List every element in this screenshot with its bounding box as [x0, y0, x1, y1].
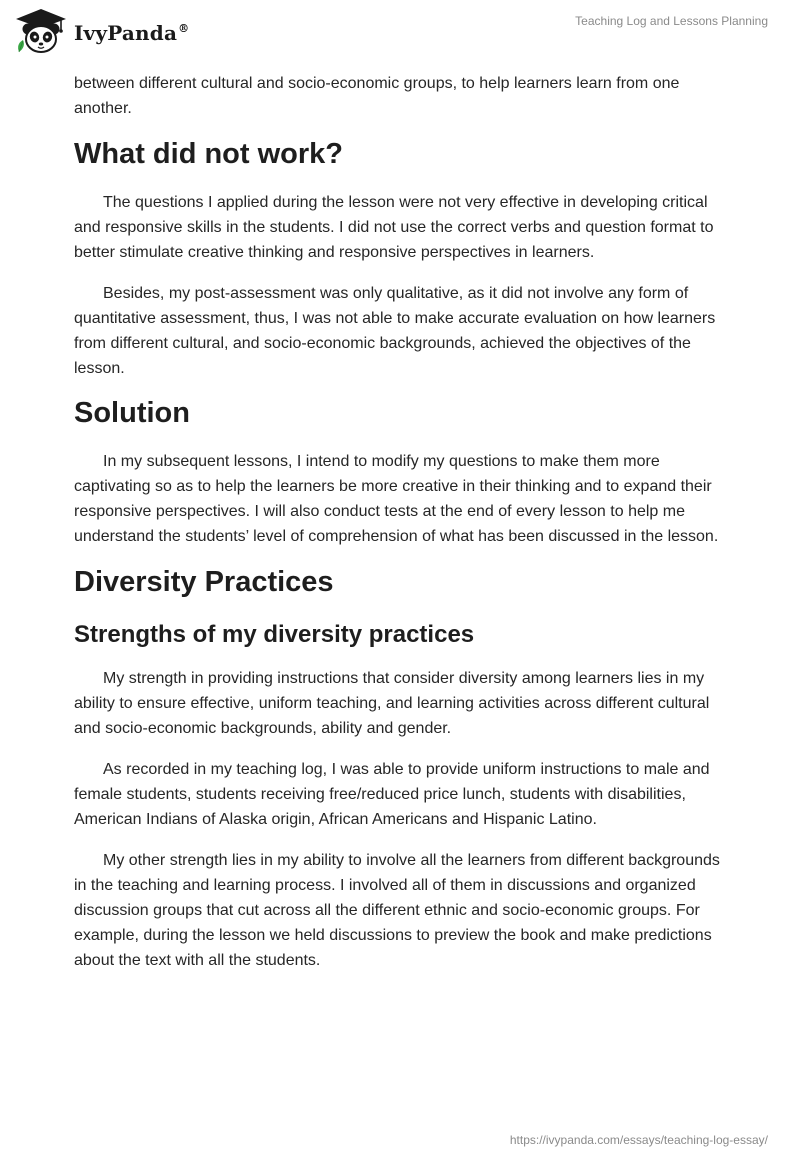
logo-text: IvyPanda® [74, 21, 190, 45]
paragraph: The questions I applied during the lesson were not very effective in developing critical and responsive skills in the students. I did not use the correct verbs and question format to better stimulate creative thinking and responsive perspectives in learners. [74, 194, 714, 261]
heading-what-did-not-work: What did not work? [74, 138, 344, 170]
subheading-strengths: Strengths of my diversity practices [74, 621, 475, 648]
essay-content [74, 71, 734, 973]
paragraph: In my subsequent lessons, I intend to modify my questions to make them more captivating so as to help the learners be more creative in their thinking and to expand their responsive perspectives. I will also conduct tests at the end of every lesson to help me understand the students’ level of comprehension of what has been discussed in the lesson. [74, 453, 719, 545]
heading-solution: Solution [74, 397, 190, 429]
intro-continuation-paragraph: between different cultural and socio-economic groups, to help learners learn from one another. [74, 75, 680, 117]
document-title: Teaching Log and Lessons Planning [575, 14, 768, 28]
paragraph: As recorded in my teaching log, I was able to provide uniform instructions to male and female students, students receiving free/reduced price lunch, students with disabilities, American Indians of Alaska origin, African Americans and Hispanic Latino. [74, 761, 710, 828]
source-url-link[interactable]: https://ivypanda.com/essays/teaching-log-essay/ [509, 1133, 768, 1147]
paragraph: My strength in providing instructions that consider diversity among learners lies in my ability to ensure effective, uniform teaching, and learning activities across different cultural and socio-economic backgrounds, ability and gender. [74, 670, 710, 737]
page-header [0, 0, 800, 62]
paragraph: Besides, my post-assessment was only qualitative, as it did not involve any form of quantitative assessment, thus, I was not able to make accurate evaluation on how learners from different cultural, and socio-economic backgrounds, achieved the objectives of the lesson. [74, 285, 716, 377]
ivypanda-logo[interactable] [14, 8, 189, 54]
heading-diversity-practices: Diversity Practices [74, 566, 334, 598]
panda-graduate-icon [14, 8, 68, 54]
paragraph: My other strength lies in my ability to involve all the learners from different backgrounds in the teaching and learning process. I involved all of them in discussions and organized discussion groups that cut across all the different ethnic and socio-economic groups. For example, during the lesson we held discussions to preview the book and make predictions about the text with all the students. [74, 852, 720, 969]
